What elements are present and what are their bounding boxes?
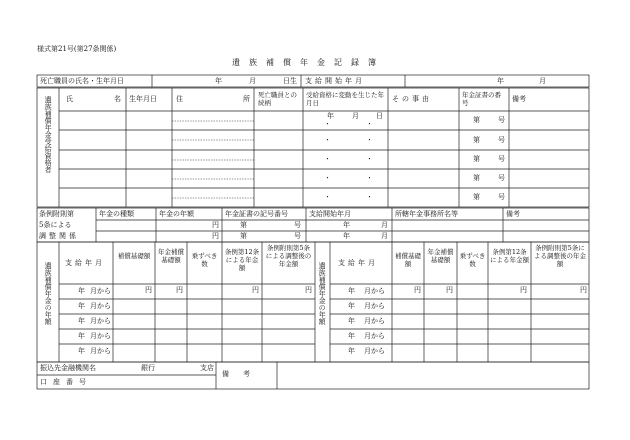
dot: ・ [324,136,331,144]
payment-start-label: 支給開始年月 [305,77,365,85]
annual-yen: 円 [305,286,312,294]
dot: ・ [366,155,373,163]
annual-yen-r: 円 [520,286,527,294]
header-relation: 死亡職員との続柄 [258,91,297,107]
cert-no-prefix: 第 [473,155,480,163]
annual-row-year-r: 年 [348,332,355,340]
supp-header-type: 年金の種類 [99,210,134,218]
supp-label-3: 調整関係 [39,232,79,240]
header-name-b: 名 [114,95,121,103]
annual-adjusted-header: 条例附則第5条による調整後の年金額 [265,244,312,268]
annual-yen-r: 円 [446,286,453,294]
change-date-day: 日 [376,112,383,120]
annual-row-from-r: 月から [364,317,385,325]
supp-month: 月 [381,232,388,240]
dot: ・ [324,174,331,182]
row1-end-year: 年 [497,77,504,85]
annual-yen: 円 [176,286,183,294]
footer-remarks: 備考 [222,370,264,378]
cert-no-prefix: 第 [473,193,480,201]
annual-row-year-r: 年 [348,317,355,325]
supp-year: 年 [343,221,350,229]
dot: ・ [366,174,373,182]
dot: ・ [366,120,373,128]
supp-yen: 円 [212,221,219,229]
annual-base-header: 補償基礎額 [117,252,151,260]
annual-multiplier-header: 乗ずべき数 [191,252,218,268]
supp-header-cert: 年金証書の記号番号 [225,210,288,218]
dot: ・ [366,136,373,144]
annual-row-from-r: 月から [364,302,385,310]
account-label: 口座番号 [40,378,92,386]
annual-row-year: 年 [78,347,85,355]
annual-row-year: 年 [78,302,85,310]
cert-no-suffix: 号 [498,136,505,144]
header-reason: その事由 [392,95,432,103]
annual-art12-header: 条例第12条による年金額 [224,248,260,272]
cert-no-prefix: 第 [473,116,480,124]
annual-side-label-left: 遺族補償年金の年額 [44,262,53,325]
deceased-name-label: 死亡職員の氏名・生年月日 [40,77,124,85]
annual-art12-header-r: 条例第12条による年金額 [490,248,529,264]
header-change-date: 受給資格に変動を生じた年月日 [306,91,384,107]
bank-label: 振込先金融機関名 [40,364,96,372]
annual-pension-base-header: 年金補償基礎額 [158,248,184,264]
header-cert-no: 年金証書の番号 [462,91,501,107]
annual-row-from: 月から [90,332,111,340]
annual-side-label-right: 遺族補償年金の年額 [318,262,327,325]
annual-row-from: 月から [90,302,111,310]
supp-header-remarks: 備考 [506,210,520,218]
supp-label-2: 5条による [39,221,72,229]
cert-no-prefix: 第 [473,174,480,182]
annual-row-from: 月から [90,287,111,295]
supp-dai: 第 [240,232,247,240]
annual-yen: 円 [252,286,259,294]
annual-period-header-r: 支給年月 [338,259,378,267]
annual-row-year-r: 年 [348,347,355,355]
annual-multiplier-header-r: 乗ずべき数 [459,252,486,268]
header-birth: 生年月日 [129,95,157,103]
annual-row-year: 年 [78,317,85,325]
cert-no-prefix: 第 [473,136,480,144]
row1-end-month: 月 [539,77,546,85]
supp-header-amount: 年金の年額 [159,210,194,218]
supp-year: 年 [343,232,350,240]
supp-go: 号 [294,221,301,229]
annual-row-from-r: 月から [364,287,385,295]
change-date-month: 月 [352,112,359,120]
supp-month: 月 [381,221,388,229]
change-date-year: 年 [327,112,334,120]
annual-adjusted-header-r: 条例附則第5条による調整後の年金額 [534,244,586,268]
cert-no-suffix: 号 [498,174,505,182]
annual-row-from-r: 月から [364,332,385,340]
row1-day-birth: 日生 [283,77,297,85]
header-name-a: 氏 [66,95,73,103]
cert-no-suffix: 号 [498,116,505,124]
branch-suffix: 支店 [200,364,214,372]
supp-header-start: 支給開始年月 [309,210,351,218]
annual-row-year-r: 年 [348,302,355,310]
bank-suffix: 銀行 [141,364,155,372]
header-address-a: 住 [176,95,183,103]
dot: ・ [324,120,331,128]
supp-dai: 第 [240,221,247,229]
header-address-b: 所 [243,95,250,103]
annual-yen-r: 円 [414,286,421,294]
annual-yen: 円 [145,286,152,294]
annual-row-from: 月から [90,347,111,355]
annual-row-year-r: 年 [348,287,355,295]
cert-no-suffix: 号 [498,155,505,163]
annual-row-from-r: 月から [364,347,385,355]
supp-go: 号 [294,232,301,240]
supp-yen: 円 [212,232,219,240]
annual-period-header: 支給年月 [65,259,105,267]
row1-year: 年 [215,77,222,85]
page-title: 遺族補償年金記録簿 [232,58,385,67]
form-number: 様式第21号(第27条関係) [37,45,117,53]
dot: ・ [324,193,331,201]
annual-base-header-r: 補償基礎額 [395,252,421,268]
annual-row-year: 年 [78,287,85,295]
dot: ・ [366,193,373,201]
cert-no-suffix: 号 [498,193,505,201]
row1-month: 月 [249,77,256,85]
annual-row-from: 月から [90,317,111,325]
header-remarks-a: 備考 [512,95,526,103]
annual-yen-r: 円 [580,286,587,294]
supp-header-office: 所轄年金事務所名等 [395,210,458,218]
dot: ・ [324,155,331,163]
supp-label-1: 条例附則第 [39,210,74,218]
annual-pension-base-header-r: 年金補償基礎額 [427,248,454,264]
annual-row-year: 年 [78,332,85,340]
beneficiaries-side-label: 遺族補償年金受給資格者 [44,96,53,173]
